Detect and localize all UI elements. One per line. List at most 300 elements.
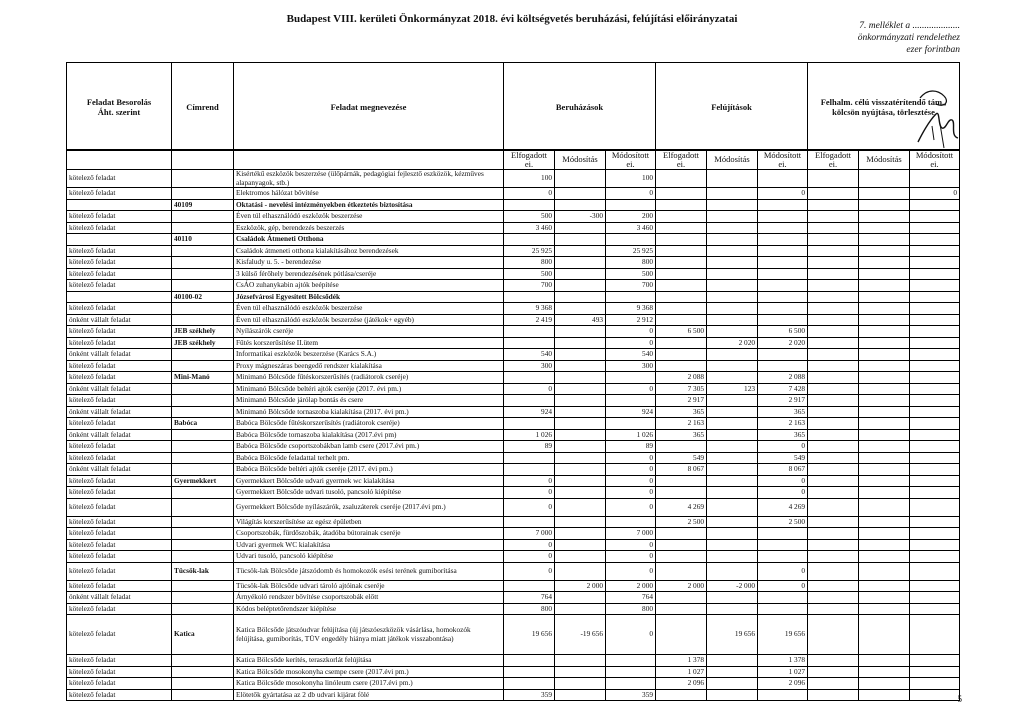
value-cell: 500 [606, 268, 656, 280]
value-cell [707, 314, 758, 326]
value-cell: 0 [606, 464, 656, 476]
value-cell [656, 551, 707, 563]
value-cell [808, 395, 859, 407]
section-row [67, 234, 960, 246]
value-cell: 2 000 [606, 580, 656, 592]
table-row [67, 170, 960, 188]
value-cell [859, 689, 910, 701]
description-cell: Babóca Bölcsőde fűtéskorszerűsítés (radiátorok cseréje) [234, 418, 504, 430]
feladat-type-cell [67, 199, 172, 211]
value-cell [504, 326, 555, 338]
value-cell [656, 539, 707, 551]
value-cell: 700 [504, 280, 555, 292]
cimrend-cell [172, 487, 234, 499]
value-cell: 0 [504, 188, 555, 200]
cimrend-cell [172, 211, 234, 223]
value-cell [808, 314, 859, 326]
table-row [67, 303, 960, 315]
value-cell [859, 516, 910, 528]
value-cell [808, 211, 859, 223]
description-cell: Gyermekkert Bölcsőde nyílászárók, zsaluzáterek cseréje (2017.évi pm.) [234, 498, 504, 516]
value-cell: 2 419 [504, 314, 555, 326]
value-cell: 700 [606, 280, 656, 292]
table-row [67, 314, 960, 326]
value-cell [707, 211, 758, 223]
value-cell [910, 383, 960, 395]
value-cell [910, 349, 960, 361]
value-cell: 800 [606, 603, 656, 615]
value-cell [859, 551, 910, 563]
description-cell: Katica Bölcsőde kerítés, teraszkorlát felújítása [234, 655, 504, 667]
value-cell [707, 516, 758, 528]
value-cell: 359 [504, 689, 555, 701]
value-cell: 924 [606, 406, 656, 418]
description-cell: Babóca Bölcsőde beltéri ajtók cseréje (2017. évi pm.) [234, 464, 504, 476]
value-cell: 2 096 [758, 678, 808, 690]
value-cell [707, 257, 758, 269]
value-cell: 1 378 [758, 655, 808, 667]
value-cell [910, 429, 960, 441]
value-cell [504, 464, 555, 476]
value-cell: 19 656 [504, 615, 555, 655]
table-row [67, 257, 960, 269]
value-cell: 89 [504, 441, 555, 453]
value-cell: 100 [504, 170, 555, 188]
value-cell [758, 551, 808, 563]
value-cell [504, 678, 555, 690]
value-cell [808, 487, 859, 499]
value-cell: 0 [606, 326, 656, 338]
document-title: Budapest VIII. kerületi Önkormányzat 2018. évi költségvetés beruházási, felújítási előirányzatai [286, 13, 738, 25]
description-cell: Éven túl elhasználódó eszközök beszerzése [234, 211, 504, 223]
value-cell [910, 498, 960, 516]
value-cell [504, 291, 555, 303]
value-cell: 0 [504, 487, 555, 499]
value-cell [555, 666, 606, 678]
value-cell [910, 291, 960, 303]
table-row [67, 615, 960, 655]
value-cell: 493 [555, 314, 606, 326]
value-cell [656, 257, 707, 269]
value-cell [910, 395, 960, 407]
feladat-type-cell: önként vállalt feladat [67, 464, 172, 476]
value-cell [859, 528, 910, 540]
value-cell [656, 234, 707, 246]
value-cell [758, 170, 808, 188]
cimrend-cell [172, 406, 234, 418]
value-cell [707, 528, 758, 540]
value-cell [555, 303, 606, 315]
value-cell [910, 360, 960, 372]
value-cell [859, 245, 910, 257]
value-cell [555, 655, 606, 667]
table-row [67, 678, 960, 690]
value-cell [555, 326, 606, 338]
value-cell [910, 280, 960, 292]
value-cell [859, 383, 910, 395]
value-cell [555, 475, 606, 487]
value-cell: 9 368 [504, 303, 555, 315]
value-cell [707, 498, 758, 516]
description-cell: Oktatási - nevelési intézményekben étkeztetés biztosítása [234, 199, 504, 211]
value-cell [808, 464, 859, 476]
value-cell: 0 [606, 337, 656, 349]
feladat-type-cell: kötelező feladat [67, 337, 172, 349]
value-cell [555, 383, 606, 395]
feladat-type-cell: kötelező feladat [67, 188, 172, 200]
cimrend-cell [172, 222, 234, 234]
value-cell [758, 603, 808, 615]
value-cell [656, 188, 707, 200]
value-cell [656, 562, 707, 580]
feladat-type-cell: önként vállalt feladat [67, 406, 172, 418]
description-cell: Minimanó Bölcsőde beltéri ajtók cseréje (2017. évi pm.) [234, 383, 504, 395]
value-cell [707, 245, 758, 257]
feladat-type-cell: kötelező feladat [67, 326, 172, 338]
value-cell: 0 [606, 475, 656, 487]
cimrend-cell [172, 539, 234, 551]
value-cell [910, 337, 960, 349]
value-cell [808, 303, 859, 315]
value-cell [504, 372, 555, 384]
cimrend-cell [172, 464, 234, 476]
feladat-type-cell: kötelező feladat [67, 655, 172, 667]
value-cell [656, 222, 707, 234]
value-cell [808, 257, 859, 269]
cimrend-cell: Mini-Manó [172, 372, 234, 384]
description-cell: Udvari gyermek WC kialakítása [234, 539, 504, 551]
annex-line: önkormányzati rendelethez [857, 33, 960, 43]
value-cell: 764 [606, 592, 656, 604]
table-row [67, 516, 960, 528]
col-felujitas-modositott: Módosított ei. [758, 150, 808, 170]
col-beruhazas-elfogadott: Elfogadott ei. [504, 150, 555, 170]
value-cell [707, 268, 758, 280]
value-cell: 0 [504, 562, 555, 580]
value-cell [555, 234, 606, 246]
value-cell: 1 027 [758, 666, 808, 678]
value-cell [504, 580, 555, 592]
value-cell [859, 234, 910, 246]
value-cell: 0 [758, 562, 808, 580]
value-cell [555, 170, 606, 188]
feladat-type-cell: kötelező feladat [67, 418, 172, 430]
table-row [67, 441, 960, 453]
feladat-type-cell: önként vállalt feladat [67, 349, 172, 361]
value-cell [707, 562, 758, 580]
value-cell: 2 500 [656, 516, 707, 528]
value-cell [555, 562, 606, 580]
value-cell [910, 562, 960, 580]
value-cell [707, 429, 758, 441]
cimrend-cell: Babóca [172, 418, 234, 430]
cimrend-cell [172, 395, 234, 407]
value-cell [859, 615, 910, 655]
header-feladat-megnevezese: Feladat megnevezése [234, 63, 504, 151]
value-cell: 300 [504, 360, 555, 372]
value-cell [555, 395, 606, 407]
table-row [67, 429, 960, 441]
value-cell: 1 378 [656, 655, 707, 667]
cimrend-cell [172, 349, 234, 361]
section-row [67, 199, 960, 211]
value-cell [758, 528, 808, 540]
value-cell [808, 268, 859, 280]
value-cell [808, 326, 859, 338]
cimrend-cell [172, 188, 234, 200]
value-cell [808, 291, 859, 303]
value-cell [555, 280, 606, 292]
value-cell [910, 268, 960, 280]
value-cell [656, 268, 707, 280]
value-cell [555, 291, 606, 303]
value-cell [656, 487, 707, 499]
table-row [67, 349, 960, 361]
value-cell: 2 096 [656, 678, 707, 690]
cimrend-cell [172, 314, 234, 326]
cimrend-cell [172, 666, 234, 678]
cimrend-cell [172, 516, 234, 528]
value-cell: 2 088 [656, 372, 707, 384]
value-cell: 0 [606, 498, 656, 516]
value-cell [859, 337, 910, 349]
value-cell [555, 360, 606, 372]
feladat-type-cell: kötelező feladat [67, 257, 172, 269]
value-cell [859, 441, 910, 453]
table-row [67, 188, 960, 200]
description-cell: Eszközök, gép, berendezés beszerzés [234, 222, 504, 234]
value-cell [808, 551, 859, 563]
table-row [67, 395, 960, 407]
cimrend-cell [172, 603, 234, 615]
value-cell: 2 000 [555, 580, 606, 592]
value-cell [808, 372, 859, 384]
value-cell [859, 199, 910, 211]
value-cell [910, 678, 960, 690]
value-cell: 4 269 [656, 498, 707, 516]
value-cell [910, 516, 960, 528]
value-cell [707, 234, 758, 246]
value-cell [707, 551, 758, 563]
value-cell [808, 429, 859, 441]
value-cell: 300 [606, 360, 656, 372]
value-cell [910, 222, 960, 234]
value-cell: 25 925 [606, 245, 656, 257]
feladat-type-cell: kötelező feladat [67, 666, 172, 678]
header-beruhazasok: Beruházások [504, 63, 656, 151]
table-row [67, 689, 960, 701]
table-row [67, 475, 960, 487]
value-cell: 0 [758, 441, 808, 453]
value-cell: 800 [504, 603, 555, 615]
value-cell: 2 163 [656, 418, 707, 430]
value-cell [910, 211, 960, 223]
column-header-row [67, 150, 960, 170]
value-cell [656, 615, 707, 655]
value-cell: 0 [606, 539, 656, 551]
value-cell: 0 [606, 452, 656, 464]
table-row [67, 528, 960, 540]
col-felhalm-elfogadott: Elfogadott ei. [808, 150, 859, 170]
value-cell [555, 464, 606, 476]
table-row [67, 268, 960, 280]
table-row [67, 418, 960, 430]
value-cell [707, 349, 758, 361]
feladat-type-cell: kötelező feladat [67, 498, 172, 516]
feladat-type-cell: kötelező feladat [67, 372, 172, 384]
budget-table [66, 149, 960, 701]
feladat-type-cell: kötelező feladat [67, 551, 172, 563]
value-cell [808, 337, 859, 349]
value-cell [859, 429, 910, 441]
description-cell: Katica Bölcsőde játszóudvar felújítása (új játszóeszközök vásárlása, homokozók felújítása, gumiborítás, TÜV engedély hiánya miatt játékok visszabontása) [234, 615, 504, 655]
value-cell [758, 234, 808, 246]
table-row [67, 383, 960, 395]
value-cell [859, 268, 910, 280]
table-row [67, 666, 960, 678]
value-cell [555, 528, 606, 540]
value-cell [859, 464, 910, 476]
value-cell [808, 678, 859, 690]
value-cell [808, 418, 859, 430]
value-cell [859, 360, 910, 372]
description-cell: Kisfaludy u. 5. - berendezése [234, 257, 504, 269]
feladat-type-cell: önként vállalt feladat [67, 429, 172, 441]
feladat-type-cell: kötelező feladat [67, 211, 172, 223]
page-number: 5 [957, 694, 962, 704]
value-cell [859, 280, 910, 292]
value-cell [555, 245, 606, 257]
value-cell [656, 349, 707, 361]
value-cell [707, 487, 758, 499]
value-cell [656, 337, 707, 349]
value-cell [758, 314, 808, 326]
value-cell [910, 487, 960, 499]
value-cell: 0 [910, 188, 960, 200]
value-cell [707, 666, 758, 678]
value-cell: 2 163 [758, 418, 808, 430]
value-cell: -19 656 [555, 615, 606, 655]
table-row [67, 487, 960, 499]
value-cell [555, 452, 606, 464]
table-row [67, 580, 960, 592]
value-cell [707, 418, 758, 430]
table-row [67, 562, 960, 580]
cimrend-cell: 40100-02 [172, 291, 234, 303]
description-cell: Tücsök-lak Bölcsőde udvari tároló ajtóinak cseréje [234, 580, 504, 592]
value-cell [504, 452, 555, 464]
feladat-type-cell: kötelező feladat [67, 475, 172, 487]
description-cell: Udvari tusoló, pancsoló kiépítése [234, 551, 504, 563]
cimrend-cell: Tücsök-lak [172, 562, 234, 580]
value-cell [555, 539, 606, 551]
value-cell [707, 303, 758, 315]
value-cell: 8 067 [758, 464, 808, 476]
value-cell [910, 406, 960, 418]
value-cell [555, 429, 606, 441]
value-cell [808, 516, 859, 528]
description-cell: Proxy mágneszáras beengedő rendszer kialakítása [234, 360, 504, 372]
description-cell: Árnyékoló rendszer bővítése csoportszobák előtt [234, 592, 504, 604]
table-row [67, 372, 960, 384]
value-cell: 2 020 [707, 337, 758, 349]
description-cell: Minimanó Bölcsőde járólap bontás és csere [234, 395, 504, 407]
feladat-type-cell: kötelező feladat [67, 580, 172, 592]
description-cell: Katica Bölcsőde mosokonyha linóleum csere (2017.évi pm.) [234, 678, 504, 690]
value-cell: 0 [504, 539, 555, 551]
description-cell: Elötetők gyártatása az 2 db udvari kijárat fölé [234, 689, 504, 701]
value-cell [656, 245, 707, 257]
value-cell [707, 188, 758, 200]
value-cell: -300 [555, 211, 606, 223]
cimrend-cell [172, 592, 234, 604]
feladat-type-cell: önként vállalt feladat [67, 383, 172, 395]
value-cell: 0 [504, 498, 555, 516]
value-cell [758, 592, 808, 604]
cimrend-cell [172, 280, 234, 292]
value-cell [859, 498, 910, 516]
value-cell: 7 428 [758, 383, 808, 395]
value-cell [758, 539, 808, 551]
value-cell [808, 383, 859, 395]
value-cell [656, 303, 707, 315]
value-cell [808, 199, 859, 211]
value-cell [606, 372, 656, 384]
value-cell [707, 452, 758, 464]
value-cell [707, 280, 758, 292]
description-cell: Minimanó Bölcsőde tornaszoba kialakítása (2017. évi pm.) [234, 406, 504, 418]
value-cell [606, 234, 656, 246]
value-cell: 2 000 [656, 580, 707, 592]
value-cell [555, 372, 606, 384]
table-row [67, 464, 960, 476]
cimrend-cell: JEB székhely [172, 326, 234, 338]
value-cell [504, 234, 555, 246]
value-cell [707, 222, 758, 234]
annex-note [858, 20, 960, 56]
value-cell [504, 655, 555, 667]
value-cell [859, 452, 910, 464]
value-cell: 0 [504, 383, 555, 395]
description-cell: Babóca Bölcsőde feladattal terhelt pm. [234, 452, 504, 464]
value-cell [859, 188, 910, 200]
value-cell [707, 689, 758, 701]
cimrend-cell [172, 429, 234, 441]
value-cell: 1 026 [606, 429, 656, 441]
cimrend-cell [172, 303, 234, 315]
annex-line: ezer forintban [906, 45, 960, 55]
value-cell [859, 475, 910, 487]
value-cell: 0 [606, 383, 656, 395]
header-felujitasok: Felújítások [656, 63, 808, 151]
feladat-type-cell: kötelező feladat [67, 528, 172, 540]
value-cell [555, 551, 606, 563]
value-cell [555, 418, 606, 430]
value-cell [656, 441, 707, 453]
value-cell [808, 441, 859, 453]
value-cell [758, 257, 808, 269]
value-cell [656, 689, 707, 701]
value-cell [656, 170, 707, 188]
value-cell [808, 245, 859, 257]
value-cell [656, 280, 707, 292]
feladat-type-cell: önként vállalt feladat [67, 592, 172, 604]
col-beruhazas-modositott: Módosított ei. [606, 150, 656, 170]
value-cell [910, 418, 960, 430]
value-cell [910, 441, 960, 453]
feladat-type-cell: kötelező feladat [67, 222, 172, 234]
value-cell [910, 551, 960, 563]
